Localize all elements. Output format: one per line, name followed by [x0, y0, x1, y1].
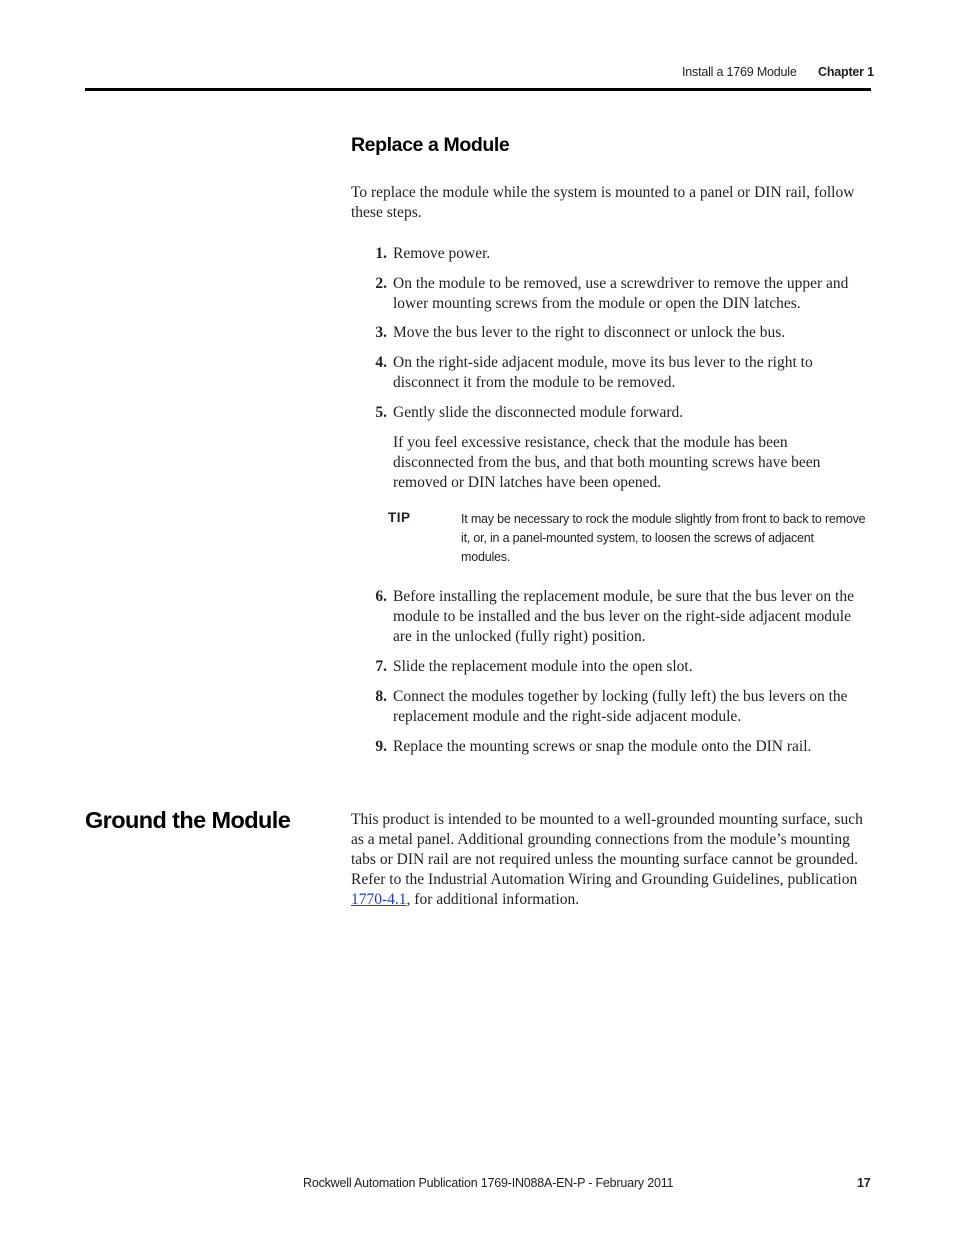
publication-link[interactable]: 1770-4.1: [351, 891, 407, 908]
step-number: 9.: [375, 738, 387, 755]
step-number: 7.: [375, 658, 387, 675]
step-text: On the module to be removed, use a screwdriver to remove the upper and lower mounting screws from the module or open the DIN latches.: [393, 275, 849, 312]
tip-text: It may be necessary to rock the module slightly from front to back to remove it, or, in a panel-mounted system, to loosen the screws of adjacent modules.: [461, 512, 866, 564]
replace-module-heading: Replace a Module: [351, 134, 510, 156]
tip-label: TIP: [388, 510, 411, 525]
header-rule: [85, 88, 871, 91]
step-number: 3.: [375, 324, 387, 341]
ground-paragraph: [351, 810, 873, 910]
step-text: Before installing the replacement module, be sure that the bus lever on the module to be installed and the bus lever on the right-side adjacent module are in the unlocked (fully right) position.: [393, 588, 854, 645]
ground-text-before-link: This product is intended to be mounted to a well-grounded mounting surface, such as a metal panel. Additional grounding connections from the module’s mounting tabs or DIN rail are not required unless the mounting surface cannot be grounded. Refer to the Industrial Automation Wiring and Grounding Guidelines, publication: [351, 811, 863, 888]
running-header-chapter: Chapter 1: [818, 65, 874, 79]
step-text: Connect the modules together by locking (fully left) the bus levers on the replacement module and the right-side adjacent module.: [393, 688, 848, 725]
step-text: On the right-side adjacent module, move its bus lever to the right to disconnect it from the module to be removed.: [393, 354, 813, 391]
step-text: Slide the replacement module into the open slot.: [393, 658, 693, 675]
step-number: 5.: [375, 404, 387, 421]
page-number: 17: [857, 1176, 871, 1190]
replace-intro: To replace the module while the system is mounted to a panel or DIN rail, follow these steps.: [351, 184, 855, 221]
step-text: Replace the mounting screws or snap the module onto the DIN rail.: [393, 738, 812, 755]
step-note-text: If you feel excessive resistance, check that the module has been disconnected from the bus, and that both mounting screws have been removed or DIN latches have been opened.: [393, 434, 821, 491]
step-number: 2.: [375, 275, 387, 292]
running-header-section: Install a 1769 Module: [682, 65, 797, 79]
ground-module-heading: Ground the Module: [85, 807, 291, 833]
step-number: 8.: [375, 688, 387, 705]
step-number: 1.: [375, 245, 387, 262]
step-text: Remove power.: [393, 245, 491, 262]
step-number: 4.: [375, 354, 387, 371]
step-text: Move the bus lever to the right to disconnect or unlock the bus.: [393, 324, 786, 341]
footer-publication: Rockwell Automation Publication 1769-IN088A-EN-P - February 2011: [303, 1176, 674, 1190]
ground-text-after-link: , for additional information.: [406, 891, 580, 908]
step-text: Gently slide the disconnected module forward.: [393, 404, 684, 421]
step-number: 6.: [375, 588, 387, 605]
